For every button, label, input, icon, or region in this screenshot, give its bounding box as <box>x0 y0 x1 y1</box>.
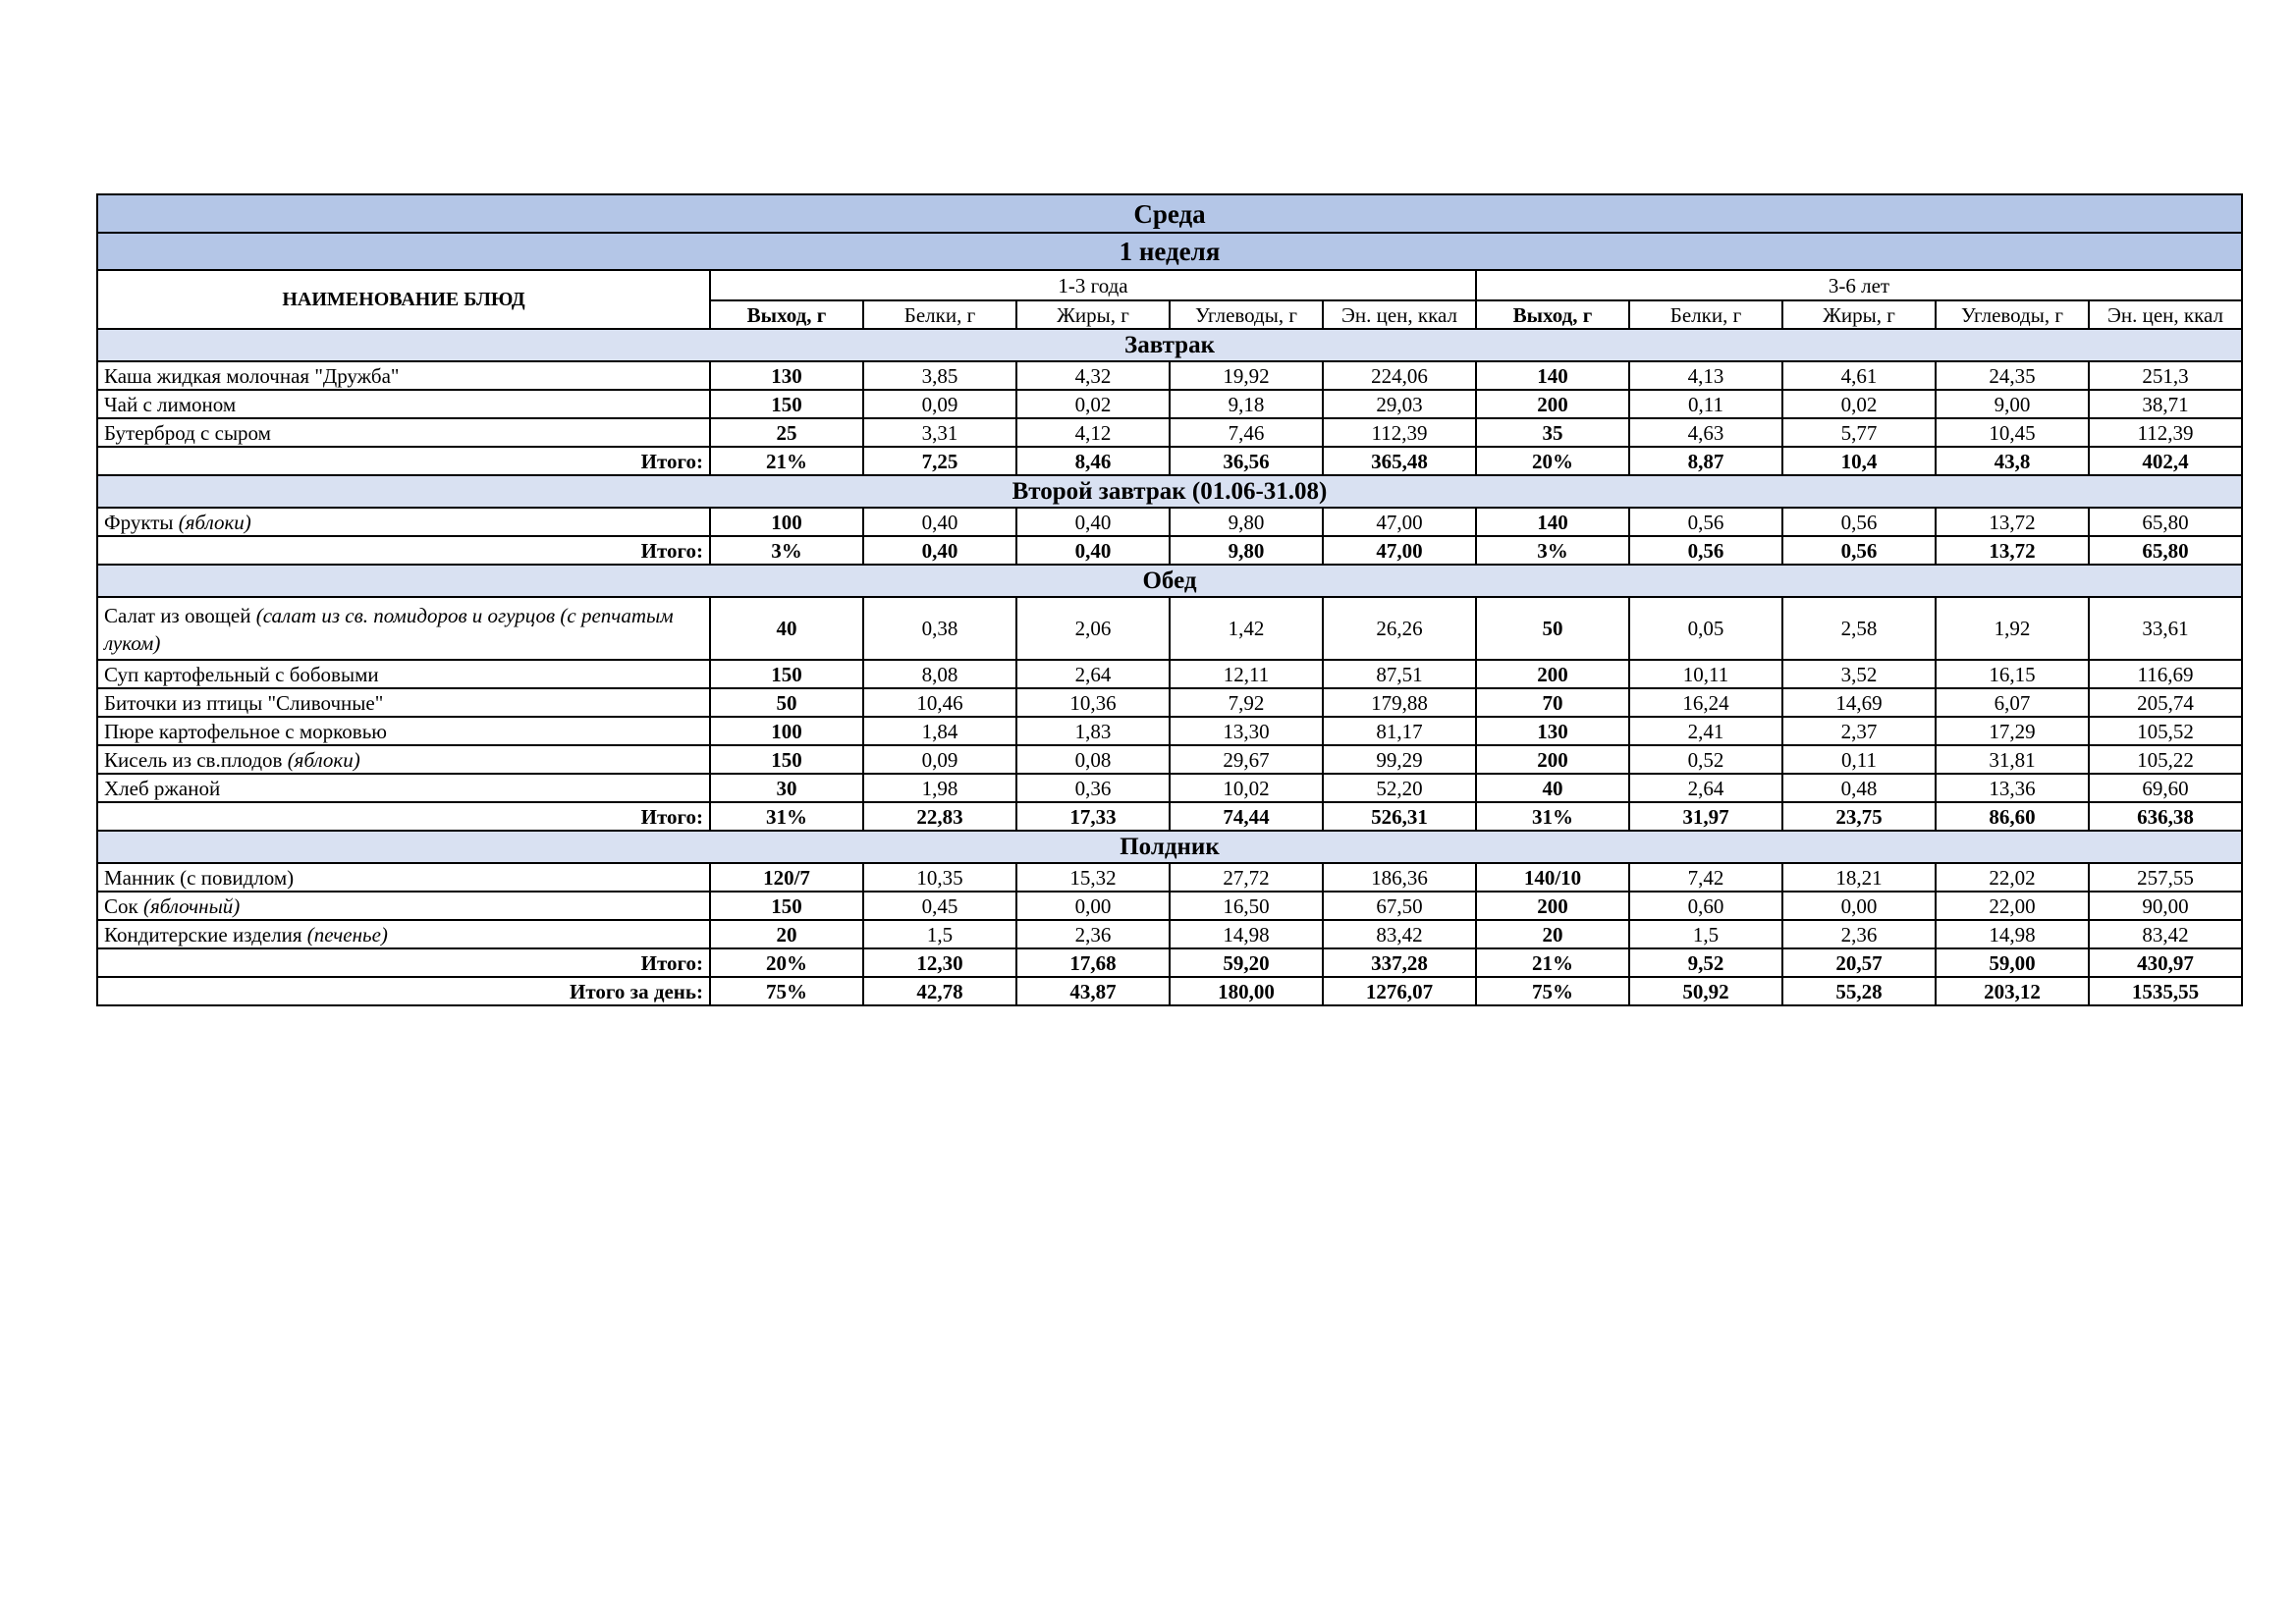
day-title-row <box>97 194 2242 233</box>
col-header-fat: Жиры, г <box>1016 300 1170 329</box>
value-1-3: 10,02 <box>1170 774 1323 802</box>
section-title: Второй завтрак (01.06-31.08) <box>97 475 2242 508</box>
value-3-6: 0,11 <box>1629 390 1782 418</box>
dish-name: Сок <box>104 893 143 918</box>
value-1-3: 224,06 <box>1323 361 1476 390</box>
dish-name: Бутерброд с сыром <box>104 420 271 445</box>
value-3-6: 70 <box>1476 688 1629 717</box>
value-3-6: 13,72 <box>1936 536 2089 565</box>
value-3-6: 86,60 <box>1936 802 2089 831</box>
value-3-6: 200 <box>1476 745 1629 774</box>
value-1-3: 3,85 <box>863 361 1016 390</box>
dish-note: (салат из св. помидоров и огурцов (с репчатым луком) <box>104 603 674 655</box>
value-3-6: 2,36 <box>1782 920 1936 948</box>
value-1-3: 83,42 <box>1323 920 1476 948</box>
section-total-row <box>97 948 2242 977</box>
value-1-3: 26,26 <box>1323 597 1476 660</box>
value-1-3: 9,80 <box>1170 508 1323 536</box>
value-3-6: 205,74 <box>2089 688 2242 717</box>
dish-row <box>97 361 2242 390</box>
value-1-3: 7,46 <box>1170 418 1323 447</box>
value-3-6: 10,45 <box>1936 418 2089 447</box>
value-3-6: 10,11 <box>1629 660 1782 688</box>
value-3-6: 22,00 <box>1936 892 2089 920</box>
value-1-3: 0,40 <box>1016 536 1170 565</box>
value-1-3: 365,48 <box>1323 447 1476 475</box>
value-1-3: 81,17 <box>1323 717 1476 745</box>
total-label: Итого: <box>97 536 710 565</box>
col-header-protein: Белки, г <box>863 300 1016 329</box>
value-3-6: 9,00 <box>1936 390 2089 418</box>
value-1-3: 0,36 <box>1016 774 1170 802</box>
value-3-6: 1,5 <box>1629 920 1782 948</box>
dish-name-cell <box>97 660 710 688</box>
day-total-label: Итого за день: <box>97 977 710 1005</box>
value-1-3: 150 <box>710 390 863 418</box>
value-3-6: 38,71 <box>2089 390 2242 418</box>
value-1-3: 1,98 <box>863 774 1016 802</box>
value-1-3: 21% <box>710 447 863 475</box>
value-3-6: 20% <box>1476 447 1629 475</box>
col-header-carbs: Углеводы, г <box>1936 300 2089 329</box>
value-1-3: 0,40 <box>863 508 1016 536</box>
value-1-3: 87,51 <box>1323 660 1476 688</box>
dish-name-cell <box>97 717 710 745</box>
value-3-6: 20 <box>1476 920 1629 948</box>
value-1-3: 52,20 <box>1323 774 1476 802</box>
value-1-3: 150 <box>710 745 863 774</box>
col-header-fat: Жиры, г <box>1782 300 1936 329</box>
value-3-6: 50,92 <box>1629 977 1782 1005</box>
value-1-3: 43,87 <box>1016 977 1170 1005</box>
value-3-6: 16,24 <box>1629 688 1782 717</box>
value-1-3: 526,31 <box>1323 802 1476 831</box>
dish-name: Биточки из птицы "Сливочные" <box>104 690 384 715</box>
value-1-3: 10,35 <box>863 863 1016 892</box>
value-1-3: 186,36 <box>1323 863 1476 892</box>
section-title: Обед <box>97 565 2242 597</box>
value-3-6: 59,00 <box>1936 948 2089 977</box>
value-3-6: 0,00 <box>1782 892 1936 920</box>
dish-name-header: НАИМЕНОВАНИЕ БЛЮД <box>97 270 710 329</box>
dish-name-cell <box>97 745 710 774</box>
value-1-3: 12,30 <box>863 948 1016 977</box>
dish-row <box>97 688 2242 717</box>
value-1-3: 67,50 <box>1323 892 1476 920</box>
dish-row <box>97 774 2242 802</box>
value-1-3: 1,84 <box>863 717 1016 745</box>
value-3-6: 636,38 <box>2089 802 2242 831</box>
value-1-3: 0,08 <box>1016 745 1170 774</box>
menu-table <box>96 193 2243 1006</box>
value-3-6: 13,36 <box>1936 774 2089 802</box>
dish-row <box>97 745 2242 774</box>
section-total-row <box>97 802 2242 831</box>
value-3-6: 257,55 <box>2089 863 2242 892</box>
value-1-3: 40 <box>710 597 863 660</box>
value-3-6: 7,42 <box>1629 863 1782 892</box>
total-label: Итого: <box>97 802 710 831</box>
value-3-6: 40 <box>1476 774 1629 802</box>
value-1-3: 1276,07 <box>1323 977 1476 1005</box>
value-1-3: 75% <box>710 977 863 1005</box>
value-1-3: 20% <box>710 948 863 977</box>
value-1-3: 15,32 <box>1016 863 1170 892</box>
value-3-6: 2,64 <box>1629 774 1782 802</box>
dish-row <box>97 597 2242 660</box>
dish-name-cell <box>97 418 710 447</box>
value-1-3: 59,20 <box>1170 948 1323 977</box>
value-1-3: 13,30 <box>1170 717 1323 745</box>
dish-name: Суп картофельный с бобовыми <box>104 662 379 686</box>
age-group-header-row <box>97 270 2242 300</box>
dish-name: Чай с лимоном <box>104 392 237 416</box>
dish-name-cell <box>97 774 710 802</box>
dish-name-cell <box>97 863 710 892</box>
total-label: Итого: <box>97 447 710 475</box>
value-1-3: 30 <box>710 774 863 802</box>
value-1-3: 36,56 <box>1170 447 1323 475</box>
value-3-6: 203,12 <box>1936 977 2089 1005</box>
value-1-3: 4,32 <box>1016 361 1170 390</box>
dish-name: Каша жидкая молочная "Дружба" <box>104 363 400 388</box>
value-1-3: 7,25 <box>863 447 1016 475</box>
value-1-3: 0,40 <box>863 536 1016 565</box>
section-title: Полдник <box>97 831 2242 863</box>
value-3-6: 75% <box>1476 977 1629 1005</box>
value-3-6: 0,56 <box>1782 536 1936 565</box>
dish-name-cell <box>97 920 710 948</box>
value-1-3: 3% <box>710 536 863 565</box>
value-1-3: 12,11 <box>1170 660 1323 688</box>
value-1-3: 100 <box>710 508 863 536</box>
section-header-row <box>97 475 2242 508</box>
value-1-3: 1,83 <box>1016 717 1170 745</box>
value-3-6: 0,52 <box>1629 745 1782 774</box>
value-3-6: 13,72 <box>1936 508 2089 536</box>
value-1-3: 337,28 <box>1323 948 1476 977</box>
dish-note: (яблоки) <box>287 747 360 772</box>
section-header-row <box>97 329 2242 361</box>
value-3-6: 200 <box>1476 390 1629 418</box>
value-3-6: 0,56 <box>1629 536 1782 565</box>
value-3-6: 200 <box>1476 660 1629 688</box>
value-1-3: 9,80 <box>1170 536 1323 565</box>
value-3-6: 140 <box>1476 508 1629 536</box>
dish-name-cell <box>97 390 710 418</box>
value-3-6: 4,61 <box>1782 361 1936 390</box>
value-1-3: 4,12 <box>1016 418 1170 447</box>
value-1-3: 29,03 <box>1323 390 1476 418</box>
value-1-3: 0,02 <box>1016 390 1170 418</box>
col-header-yield: Выход, г <box>1476 300 1629 329</box>
value-1-3: 180,00 <box>1170 977 1323 1005</box>
value-1-3: 25 <box>710 418 863 447</box>
value-3-6: 2,37 <box>1782 717 1936 745</box>
dish-name: Пюре картофельное с морковью <box>104 719 387 743</box>
value-3-6: 31% <box>1476 802 1629 831</box>
day-title: Среда <box>97 194 2242 233</box>
value-1-3: 1,5 <box>863 920 1016 948</box>
value-3-6: 2,41 <box>1629 717 1782 745</box>
section-header-row <box>97 831 2242 863</box>
dish-row <box>97 418 2242 447</box>
value-3-6: 65,80 <box>2089 536 2242 565</box>
value-3-6: 10,4 <box>1782 447 1936 475</box>
dish-row <box>97 863 2242 892</box>
value-3-6: 200 <box>1476 892 1629 920</box>
value-1-3: 1,42 <box>1170 597 1323 660</box>
value-3-6: 3,52 <box>1782 660 1936 688</box>
value-3-6: 2,58 <box>1782 597 1936 660</box>
value-3-6: 31,81 <box>1936 745 2089 774</box>
value-1-3: 100 <box>710 717 863 745</box>
value-1-3: 2,36 <box>1016 920 1170 948</box>
value-1-3: 130 <box>710 361 863 390</box>
age-group-1-3: 1-3 года <box>710 270 1476 300</box>
col-header-energy: Эн. цен, ккал <box>1323 300 1476 329</box>
dish-name: Салат из овощей <box>104 603 256 627</box>
section-total-row <box>97 447 2242 475</box>
value-3-6: 0,56 <box>1782 508 1936 536</box>
value-1-3: 120/7 <box>710 863 863 892</box>
value-1-3: 0,40 <box>1016 508 1170 536</box>
dish-note: (печенье) <box>306 922 388 947</box>
value-1-3: 50 <box>710 688 863 717</box>
value-3-6: 18,21 <box>1782 863 1936 892</box>
value-1-3: 8,46 <box>1016 447 1170 475</box>
dish-name-cell <box>97 597 710 660</box>
value-1-3: 9,18 <box>1170 390 1323 418</box>
value-3-6: 0,11 <box>1782 745 1936 774</box>
value-1-3: 0,09 <box>863 390 1016 418</box>
value-3-6: 90,00 <box>2089 892 2242 920</box>
value-3-6: 50 <box>1476 597 1629 660</box>
value-1-3: 112,39 <box>1323 418 1476 447</box>
value-3-6: 430,97 <box>2089 948 2242 977</box>
value-3-6: 20,57 <box>1782 948 1936 977</box>
value-1-3: 10,46 <box>863 688 1016 717</box>
value-3-6: 0,05 <box>1629 597 1782 660</box>
dish-name-cell <box>97 508 710 536</box>
value-1-3: 20 <box>710 920 863 948</box>
total-label: Итого: <box>97 948 710 977</box>
value-1-3: 42,78 <box>863 977 1016 1005</box>
dish-name-cell <box>97 361 710 390</box>
value-3-6: 43,8 <box>1936 447 2089 475</box>
value-1-3: 14,98 <box>1170 920 1323 948</box>
value-3-6: 116,69 <box>2089 660 2242 688</box>
value-1-3: 3,31 <box>863 418 1016 447</box>
value-3-6: 140/10 <box>1476 863 1629 892</box>
value-3-6: 1535,55 <box>2089 977 2242 1005</box>
col-header-carbs: Углеводы, г <box>1170 300 1323 329</box>
value-1-3: 10,36 <box>1016 688 1170 717</box>
value-3-6: 35 <box>1476 418 1629 447</box>
value-3-6: 8,87 <box>1629 447 1782 475</box>
value-3-6: 83,42 <box>2089 920 2242 948</box>
value-3-6: 16,15 <box>1936 660 2089 688</box>
value-1-3: 47,00 <box>1323 536 1476 565</box>
dish-name: Хлеб ржаной <box>104 776 221 800</box>
dish-name: Кондитерские изделия <box>104 922 307 947</box>
value-1-3: 74,44 <box>1170 802 1323 831</box>
dish-name-cell <box>97 892 710 920</box>
value-3-6: 65,80 <box>2089 508 2242 536</box>
value-1-3: 0,09 <box>863 745 1016 774</box>
value-3-6: 105,22 <box>2089 745 2242 774</box>
col-header-protein: Белки, г <box>1629 300 1782 329</box>
value-3-6: 105,52 <box>2089 717 2242 745</box>
value-1-3: 16,50 <box>1170 892 1323 920</box>
value-1-3: 27,72 <box>1170 863 1323 892</box>
dish-row <box>97 892 2242 920</box>
value-1-3: 17,33 <box>1016 802 1170 831</box>
dish-note: (яблоки) <box>178 510 251 534</box>
dish-row <box>97 508 2242 536</box>
value-3-6: 0,56 <box>1629 508 1782 536</box>
value-1-3: 47,00 <box>1323 508 1476 536</box>
week-title-row <box>97 233 2242 270</box>
dish-note: (яблочный) <box>142 893 241 918</box>
value-1-3: 17,68 <box>1016 948 1170 977</box>
section-total-row <box>97 536 2242 565</box>
value-1-3: 150 <box>710 660 863 688</box>
dish-row <box>97 390 2242 418</box>
section-title: Завтрак <box>97 329 2242 361</box>
value-3-6: 9,52 <box>1629 948 1782 977</box>
day-total-row <box>97 977 2242 1005</box>
value-1-3: 0,45 <box>863 892 1016 920</box>
value-3-6: 4,13 <box>1629 361 1782 390</box>
value-3-6: 402,4 <box>2089 447 2242 475</box>
value-3-6: 23,75 <box>1782 802 1936 831</box>
dish-row <box>97 920 2242 948</box>
dish-row <box>97 717 2242 745</box>
value-3-6: 5,77 <box>1782 418 1936 447</box>
value-3-6: 0,60 <box>1629 892 1782 920</box>
value-1-3: 0,38 <box>863 597 1016 660</box>
value-3-6: 112,39 <box>2089 418 2242 447</box>
col-header-yield: Выход, г <box>710 300 863 329</box>
dish-name: Манник (с повидлом) <box>104 865 295 890</box>
value-3-6: 14,98 <box>1936 920 2089 948</box>
value-3-6: 24,35 <box>1936 361 2089 390</box>
value-3-6: 0,02 <box>1782 390 1936 418</box>
value-3-6: 69,60 <box>2089 774 2242 802</box>
value-3-6: 1,92 <box>1936 597 2089 660</box>
value-1-3: 2,06 <box>1016 597 1170 660</box>
value-3-6: 31,97 <box>1629 802 1782 831</box>
dish-name: Кисель из св.плодов <box>104 747 288 772</box>
value-1-3: 150 <box>710 892 863 920</box>
value-3-6: 21% <box>1476 948 1629 977</box>
value-3-6: 22,02 <box>1936 863 2089 892</box>
col-header-energy: Эн. цен, ккал <box>2089 300 2242 329</box>
dish-name: Фрукты <box>104 510 179 534</box>
section-header-row <box>97 565 2242 597</box>
value-1-3: 19,92 <box>1170 361 1323 390</box>
value-3-6: 0,48 <box>1782 774 1936 802</box>
value-1-3: 0,00 <box>1016 892 1170 920</box>
value-3-6: 4,63 <box>1629 418 1782 447</box>
value-3-6: 17,29 <box>1936 717 2089 745</box>
dish-row <box>97 660 2242 688</box>
value-3-6: 14,69 <box>1782 688 1936 717</box>
value-3-6: 33,61 <box>2089 597 2242 660</box>
age-group-3-6: 3-6 лет <box>1476 270 2242 300</box>
value-1-3: 99,29 <box>1323 745 1476 774</box>
menu-table-body <box>97 194 2242 1005</box>
dish-name-cell <box>97 688 710 717</box>
value-1-3: 31% <box>710 802 863 831</box>
value-1-3: 22,83 <box>863 802 1016 831</box>
week-title: 1 неделя <box>97 233 2242 270</box>
value-3-6: 6,07 <box>1936 688 2089 717</box>
value-3-6: 3% <box>1476 536 1629 565</box>
value-1-3: 179,88 <box>1323 688 1476 717</box>
value-3-6: 251,3 <box>2089 361 2242 390</box>
value-1-3: 2,64 <box>1016 660 1170 688</box>
value-3-6: 140 <box>1476 361 1629 390</box>
value-1-3: 29,67 <box>1170 745 1323 774</box>
value-1-3: 7,92 <box>1170 688 1323 717</box>
value-3-6: 130 <box>1476 717 1629 745</box>
value-1-3: 8,08 <box>863 660 1016 688</box>
value-3-6: 55,28 <box>1782 977 1936 1005</box>
